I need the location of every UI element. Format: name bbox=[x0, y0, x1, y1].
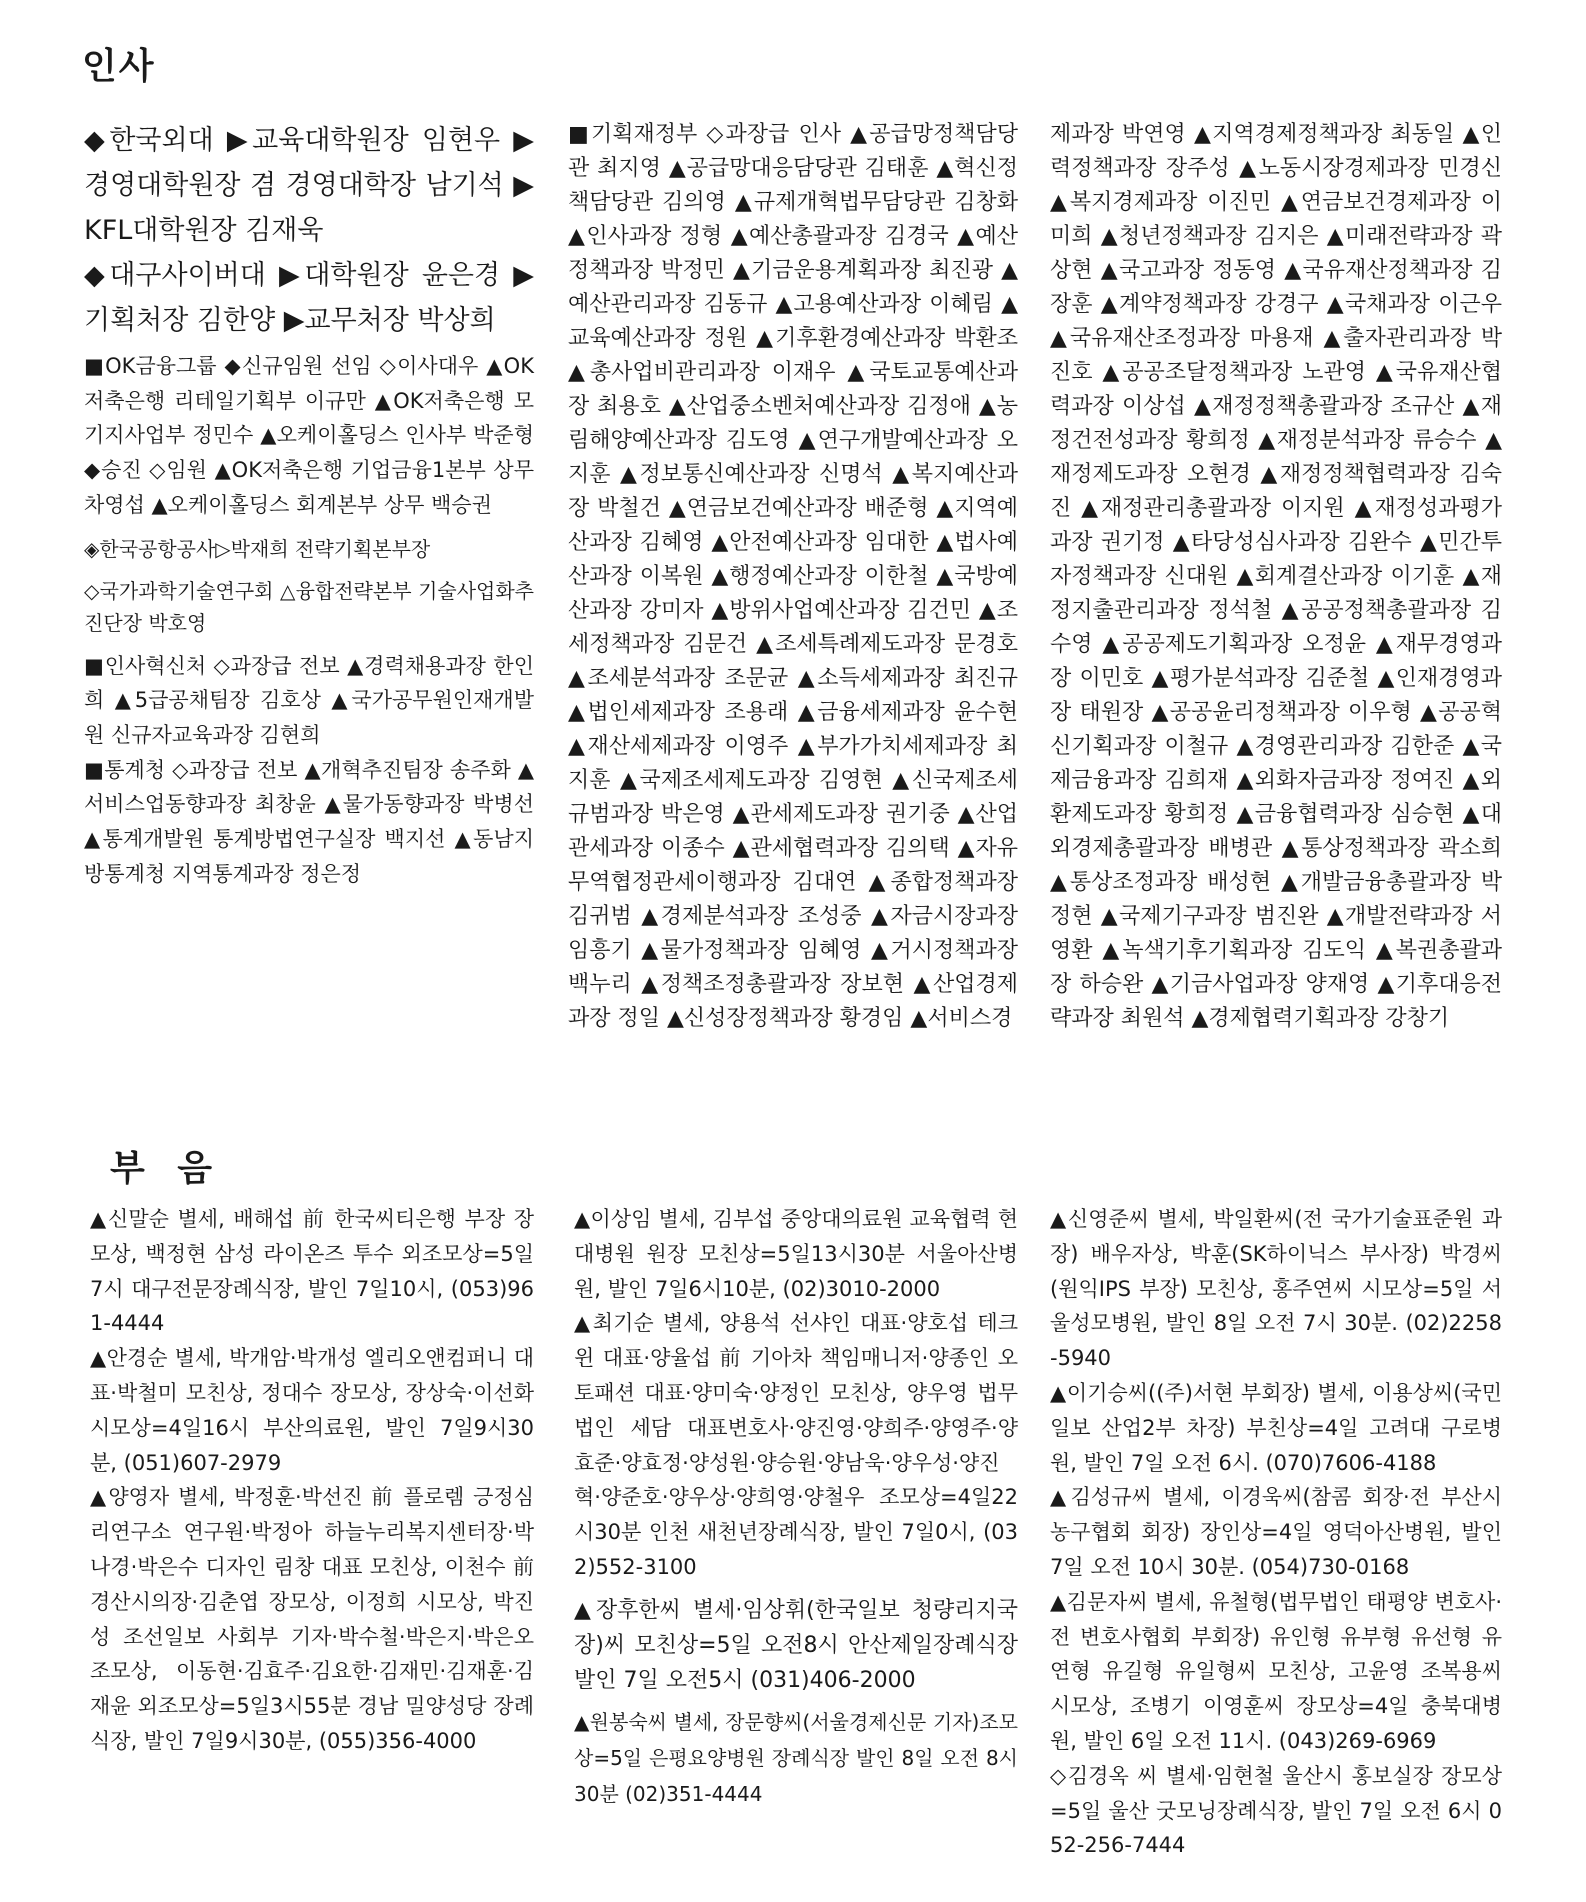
personnel-item: ◇국가과학기술연구회 △융합전략본부 기술사업화추진단장 박호영 bbox=[84, 578, 534, 635]
obituary-item: ◇김경옥 씨 별세·임현철 울산시 홍보실장 장모상=5일 울산 굿모닝장례식장, 발인 7일 오전 6시 052-256-7444 bbox=[1050, 1763, 1502, 1858]
obituary-item: ▲양영자 별세, 박정훈·박선진 前 플로렘 긍정심리연구소 연구원·박정아 하늘누리복지센터장·박나경·박은수 디자인 림창 대표 모친상, 이천수 前 경산시의장·김춘엽 장모상, 이정희 시모상, 박진성 조선일보 사회부 기자·박수철·박은지·박은오 조모상, 이동현·김효주·김요한·김재민·김재훈·김재윤 외조모상=5일3시55분 경남 밀양성당 장례식장, 발인 7일9시30분, (055)356-4000 bbox=[90, 1485, 534, 1753]
obituary-column-1 bbox=[90, 1202, 534, 1759]
obituary-item: ▲신영준씨 별세, 박일환씨(전 국가기술표준원 과장) 배우자상, 박훈(SK하이닉스 부사장) 박경씨(원익IPS 부장) 모친상, 홍주연씨 시모상=5일 서울성모병원, 발인 8일 오전 7시 30분. (02)2258-5940 bbox=[1050, 1207, 1502, 1371]
obituary-item: ▲이상임 별세, 김부섭 중앙대의료원 교육협력 현대병원 원장 모친상=5일13시30분 서울아산병원, 발인 7일6시10분, (02)3010-2000 bbox=[574, 1207, 1018, 1301]
obituary-item: ▲장후한씨 별세·임상휘(한국일보 청량리지국장)씨 모친상=5일 오전8시 안산제일장례식장 발인 7일 오전5시 (031)406-2000 bbox=[574, 1597, 1018, 1693]
personnel-item: ■OK금융그룹 ◆신규임원 선임 ◇이사대우 ▲OK저축은행 리테일기획부 이규만 ▲OK저축은행 모기지사업부 정민수 ▲오케이홀딩스 인사부 박준형 ◆승진 ◇임원 ▲OK저축은행 기업금융1본부 상무 차영섭 ▲오케이홀딩스 회계본부 상무 백승권 bbox=[84, 354, 534, 517]
obituary-item: ▲최기순 별세, 양용석 선샤인 대표·양호섭 테크윈 대표·양율섭 前 기아차 책임매니저·양종인 오토패션 대표·양미숙·양정인 모친상, 양우영 법무법인 세담 대표변호사·양진영·양희주·양영주·양효준·양효정·양성원·양승원·양남욱·양우성·양진혁·양준호·양우상·양희영·양철우 조모상=4일22시30분 인천 새천년장례식장, 발인 7일0시, (032)552-3100 bbox=[574, 1311, 1018, 1579]
obituary-column-2 bbox=[574, 1202, 1018, 1812]
section-title-personnel: 인사 bbox=[82, 46, 156, 87]
obituary-item: ▲원봉숙씨 별세, 장문향씨(서울경제신문 기자)조모상=5일 은평요양병원 장례식장 발인 8일 오전 8시 30분 (02)351-4444 bbox=[574, 1709, 1018, 1806]
obituary-item: ▲김성규씨 별세, 이경욱씨(참콤 회장·전 부산시 농구협회 회장) 장인상=4일 영덕아산병원, 발인 7일 오전 10시 30분. (054)730-0168 bbox=[1050, 1485, 1502, 1579]
obituary-item: ▲김문자씨 별세, 유철형(법무법인 태평양 변호사·전 변호사협회 부회장) 유인형 유부형 유선형 유연형 유길형 유일형씨 모친상, 고윤영 조복용씨 시모상, 조병기 이영훈씨 장모상=4일 충북대병원, 발인 6일 오전 11시. (043)269-6969 bbox=[1050, 1589, 1502, 1753]
personnel-item: 제과장 박연영 ▲지역경제정책과장 최동일 ▲인력정책과장 장주성 ▲노동시장경제과장 민경신 ▲복지경제과장 이진민 ▲연금보건경제과장 이미희 ▲청년정책과장 김지은 ▲미래전략과장 곽상현 ▲국고과장 정동영 ▲국유재산정책과장 김장훈 ▲계약정책과장 강경구 ▲국채과장 이근우 ▲국유재산조정과장 마용재 ▲출자관리과장 박진호 ▲공공조달정책과장 노관영 ▲국유재산협력과장 이상섭 ▲재정정책총괄과장 조규산 ▲재정건전성과장 황희정 ▲재정분석과장 류승수 ▲재정제도과장 오현경 ▲재정정책협력과장 김숙진 ▲재정관리총괄과장 이지원 ▲재정성과평가과장 권기정 ▲타당성심사과장 김완수 ▲민간투자정책과장 신대원 ▲회계결산과장 이기훈 ▲재정지출관리과장 정석철 ▲공공정책총괄과장 김수영 ▲공공제도기획과장 오정윤 ▲재무경영과장 이민호 ▲평가분석과장 김준철 ▲인재경영과장 태원장 ▲공공윤리정책과장 이우형 ▲공공혁신기획과장 이철규 ▲경영관리과장 김한준 ▲국제금융과장 김희재 ▲외화자금과장 정여진 ▲외환제도과장 황희정 ▲금융협력과장 심승현 ▲대외경제총괄과장 배병관 ▲통상정책과장 곽소희 ▲통상조정과장 배성현 ▲개발금융총괄과장 박정현 ▲국제기구과장 범진완 ▲개발전략과장 서영환 ▲녹색기후기획과장 김도익 ▲복권총괄과장 하승완 ▲기금사업과장 양재영 ▲기후대응전략과장 최원석 ▲경제협력기획과장 강창기 bbox=[1050, 122, 1502, 1031]
section-title-obituaries: 부 음 bbox=[110, 1148, 223, 1189]
personnel-item: ■통계청 ◇과장급 전보 ▲개혁추진팀장 송주화 ▲서비스업동향과장 최창윤 ▲물가동향과장 박병선 ▲통계개발원 통계방법연구실장 백지선 ▲동남지방통계청 지역통계과장 정은정 bbox=[84, 757, 534, 886]
personnel-item: ◆대구사이버대 ▶대학원장 윤은경 ▶기획처장 김한양 ▶교무처장 박상희 bbox=[84, 260, 534, 336]
obituary-item: ▲안경순 별세, 박개암·박개성 엘리오앤컴퍼니 대표·박철미 모친상, 정대수 장모상, 장상숙·이선화 시모상=4일16시 부산의료원, 발인 7일9시30분, (051)607-2979 bbox=[90, 1346, 534, 1475]
personnel-item: ◆한국외대 ▶교육대학원장 임현우 ▶경영대학원장 겸 경영대학장 남기석 ▶KFL대학원장 김재욱 bbox=[84, 125, 534, 246]
personnel-item: ■기획재정부 ◇과장급 인사 ▲공급망정책담당관 최지영 ▲공급망대응담당관 김태훈 ▲혁신정책담당관 김의영 ▲규제개혁법무담당관 김창화 ▲인사과장 정형 ▲예산총괄과장 김경국 ▲예산정책과장 박정민 ▲기금운용계획과장 최진광 ▲예산관리과장 김동규 ▲고용예산과장 이혜림 ▲교육예산과장 정원 ▲기후환경예산과장 박환조 ▲총사업비관리과장 이재우 ▲국토교통예산과장 최용호 ▲산업중소벤처예산과장 김정애 ▲농림해양예산과장 김도영 ▲연구개발예산과장 오지훈 ▲정보통신예산과장 신명석 ▲복지예산과장 박철건 ▲연금보건예산과장 배준형 ▲지역예산과장 김혜영 ▲안전예산과장 임대한 ▲법사예산과장 이복원 ▲행정예산과장 이한철 ▲국방예산과장 강미자 ▲방위사업예산과장 김건민 ▲조세정책과장 김문건 ▲조세특례제도과장 문경호 ▲조세분석과장 조문균 ▲소득세제과장 최진규 ▲법인세제과장 조용래 ▲금융세제과장 윤수현 ▲재산세제과장 이영주 ▲부가가치세제과장 최지훈 ▲국제조세제도과장 김영현 ▲신국제조세규범과장 박은영 ▲관세제도과장 권기중 ▲산업관세과장 이종수 ▲관세협력과장 김의택 ▲자유무역협정관세이행과장 김대연 ▲종합정책과장 김귀범 ▲경제분석과장 조성중 ▲자금시장과장 임흥기 ▲물가정책과장 임혜영 ▲거시정책과장 백누리 ▲정책조정총괄과장 장보현 ▲산업경제과장 정일 ▲신성장정책과장 황경임 ▲서비스경 bbox=[568, 122, 1018, 1031]
personnel-item: ◈한국공항공사▷박재희 전략기획본부장 bbox=[84, 536, 431, 561]
obituary-item: ▲이기승씨((주)서현 부회장) 별세, 이용상씨(국민일보 산업2부 차장) 부친상=4일 고려대 구로병원, 발인 7일 오전 6시. (070)7606-4188 bbox=[1050, 1380, 1502, 1475]
obituary-item: ▲신말순 별세, 배해섭 前 한국씨티은행 부장 장모상, 백정현 삼성 라이온즈 투수 외조모상=5일7시 대구전문장례식장, 발인 7일10시, (053)961-4444 bbox=[90, 1207, 534, 1336]
personnel-item: ■인사혁신처 ◇과장급 전보 ▲경력채용과장 한인희 ▲5급공채팀장 김호상 ▲국가공무원인재개발원 신규자교육과장 김현희 bbox=[84, 653, 534, 747]
personnel-column-1 bbox=[84, 118, 534, 891]
personnel-column-3 bbox=[1050, 118, 1502, 1036]
obituary-column-3 bbox=[1050, 1202, 1502, 1863]
personnel-column-2 bbox=[568, 118, 1018, 1036]
